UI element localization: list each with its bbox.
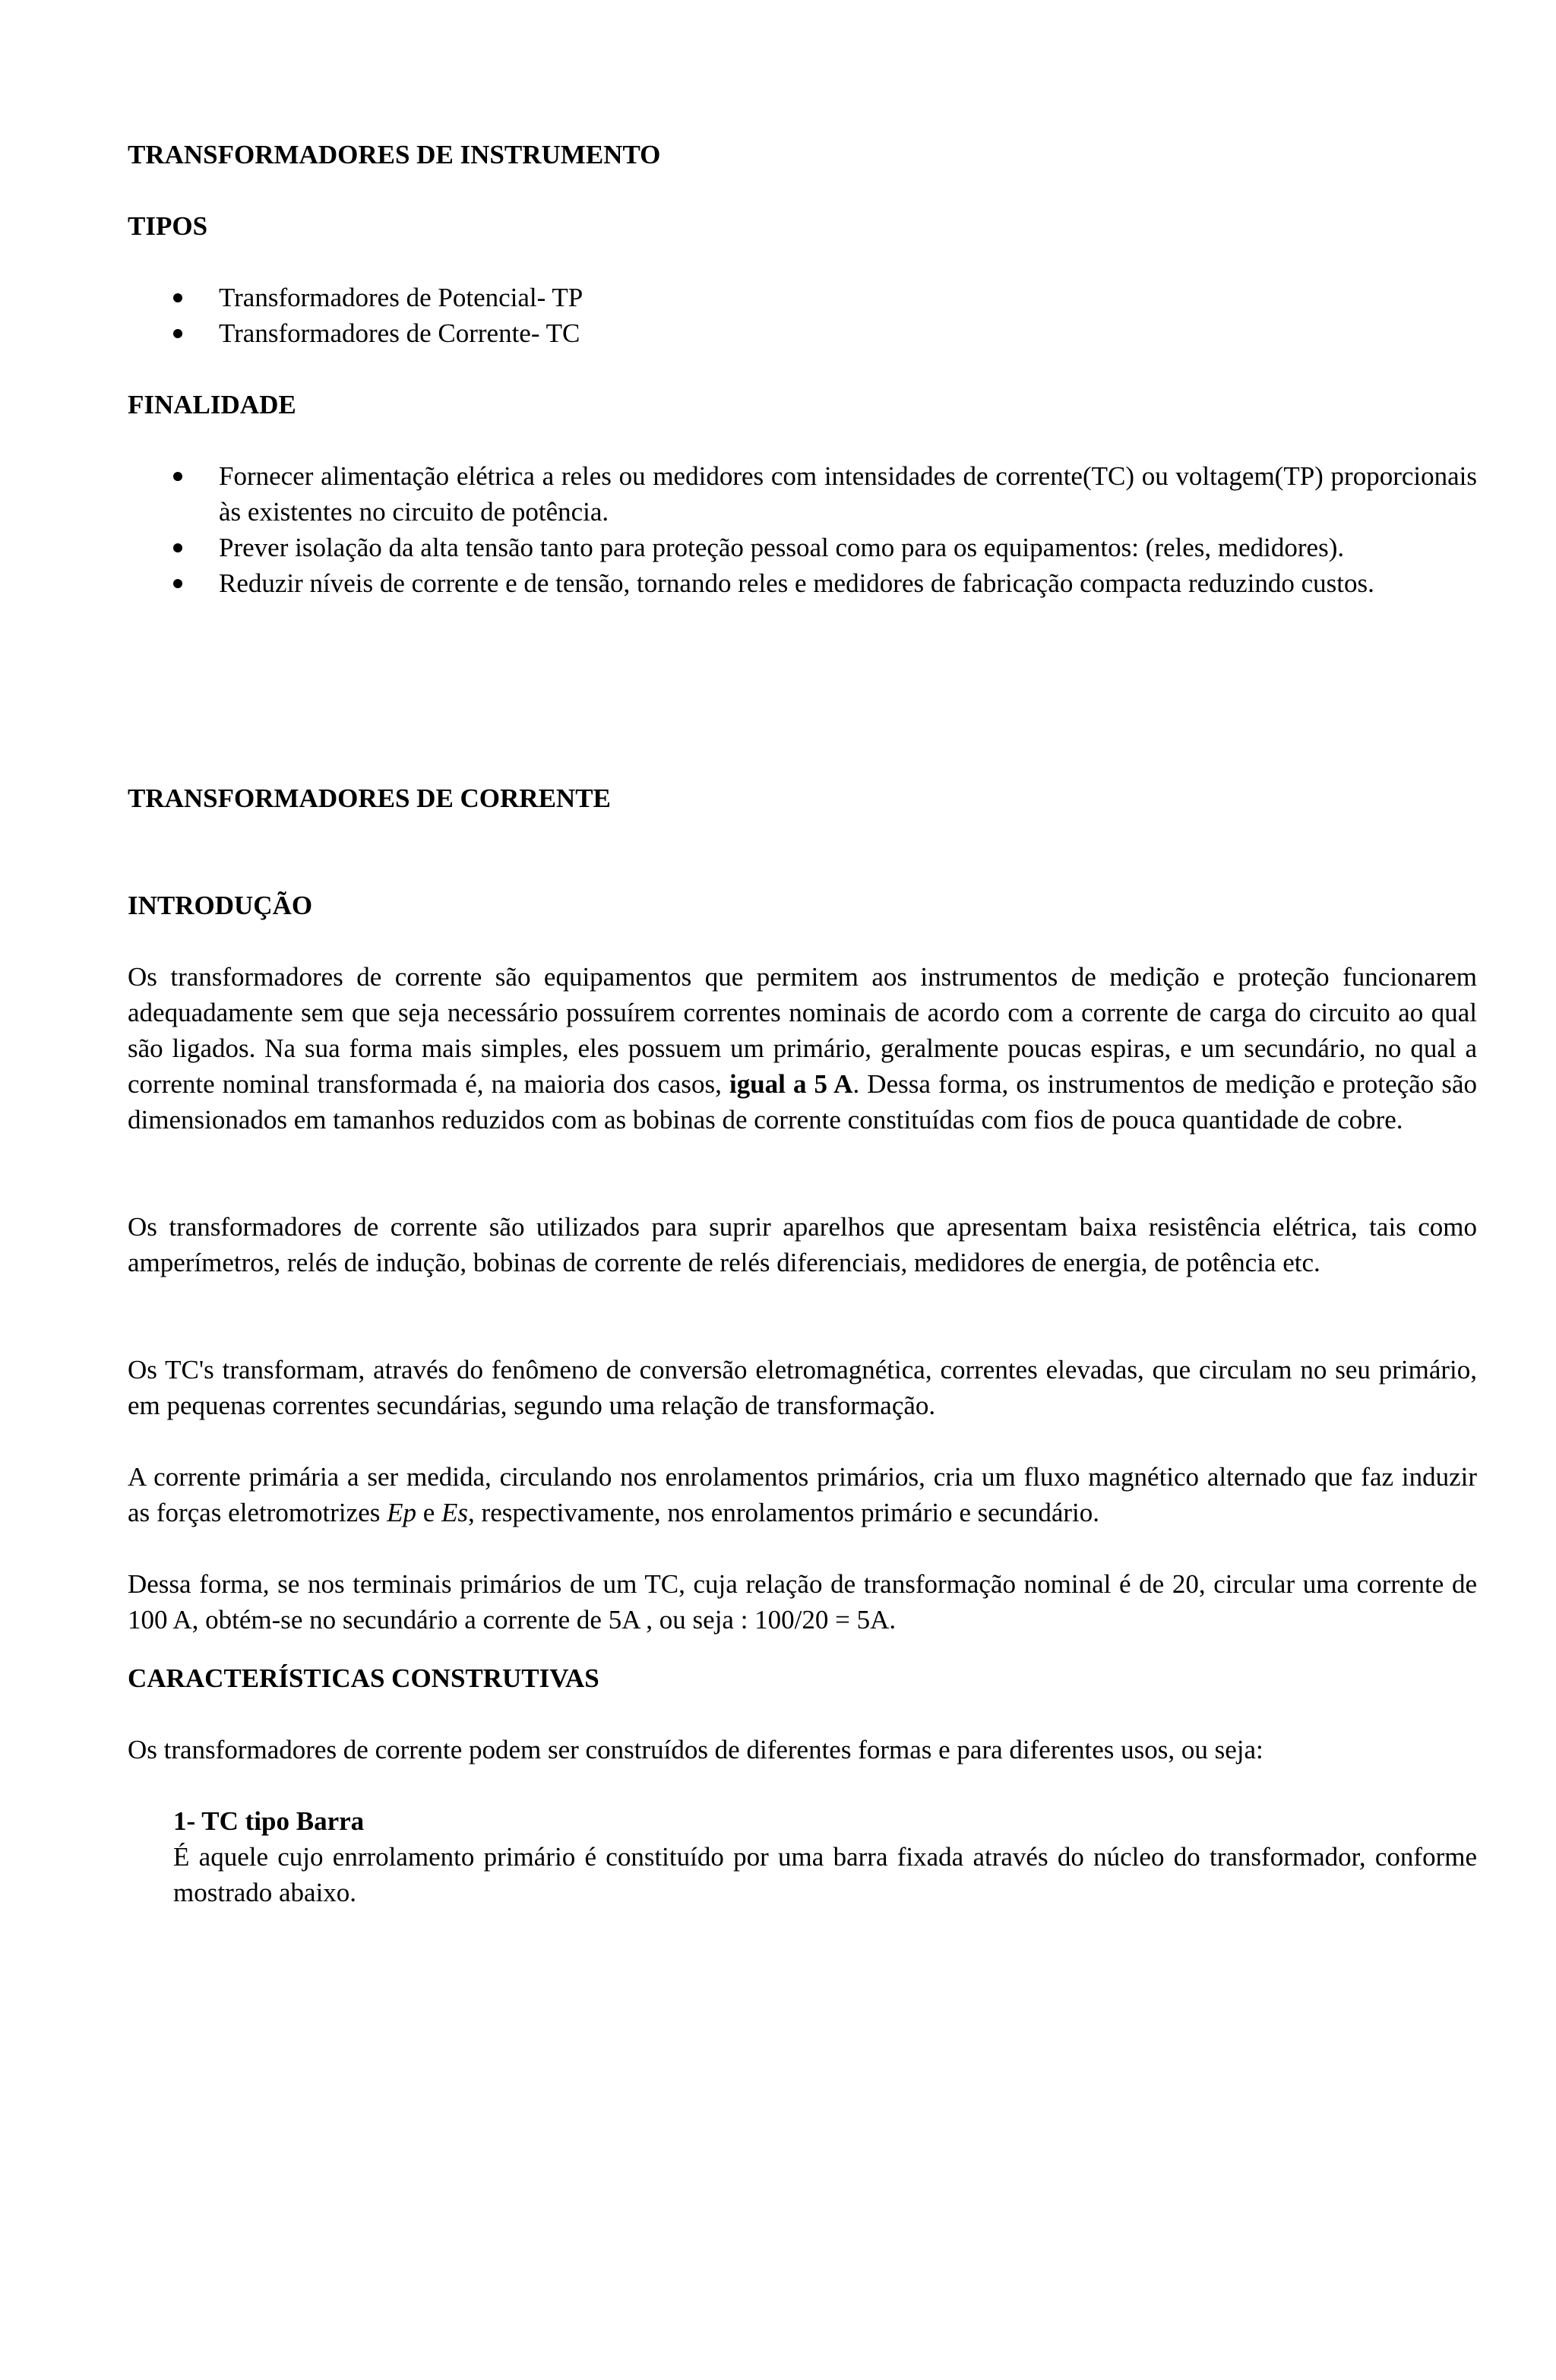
es-symbol: Es — [441, 1498, 469, 1527]
intro-paragraph-2: Os transformadores de corrente são utilizados para suprir aparelhos que apresentam baixa resistência elétrica, tais como amperímetros, relés de indução, bobinas de corrente de relés diferenciais, medidores de energia, de potência etc. — [128, 1212, 1477, 1277]
list-item: Fornecer alimentação elétrica a reles ou medidores com intensidades de corrente(TC) ou voltagem(TP) proporcionais às existentes no circuito de potência. — [128, 458, 1477, 530]
tc-barra-item — [173, 1803, 1477, 1910]
bullet-icon — [173, 579, 182, 588]
introducao-heading: INTRODUÇÃO — [128, 891, 313, 920]
document-title: TRANSFORMADORES DE INSTRUMENTO — [128, 140, 661, 169]
intro-paragraph-3: Os TC's transformam, através do fenômeno de conversão eletromagnética, correntes elevadas, que circulam no seu primário, em pequenas correntes secundárias, segundo uma relação de transformação. — [128, 1355, 1477, 1420]
finalidade-list — [128, 458, 1477, 601]
tc-barra-description: É aquele cujo enrrolamento primário é constituído por uma barra fixada através do núcleo do transformador, conforme mostrado abaixo. — [173, 1842, 1477, 1907]
list-item: Reduzir níveis de corrente e de tensão, tornando reles e medidores de fabricação compacta reduzindo custos. — [128, 565, 1477, 601]
bullet-icon — [173, 293, 182, 302]
ep-symbol: Ep — [387, 1498, 416, 1527]
intro-paragraph-4: A corrente primária a ser medida, circulando nos enrolamentos primários, cria um fluxo magnético alternado que faz induzir as forças eletromotrizes Ep e Es, respectivamente, nos enrolamentos primário e secundário. — [128, 1462, 1477, 1527]
emphasis-text: igual a 5 A — [729, 1069, 853, 1099]
intro-paragraph-1: Os transformadores de corrente são equipamentos que permitem aos instrumentos de medição e proteção funcionarem adequadamente sem que seja necessário possuírem correntes nominais de acordo com a corrente de carga do circuito ao qual são ligados. Na sua forma mais simples, eles possuem um primário, geralmente poucas espiras, e um secundário, no qual a corrente nominal transformada é, na maioria dos casos, igual a 5 A. Dessa forma, os instrumentos de medição e proteção são dimensionados em tamanhos reduzidos com as bobinas de corrente constituídas com fios de pouca quantidade de cobre. — [128, 962, 1477, 1135]
tc-section-heading: TRANSFORMADORES DE CORRENTE — [128, 783, 611, 813]
tc-barra-title: 1- TC tipo Barra — [173, 1806, 365, 1836]
list-item: Transformadores de Corrente- TC — [128, 315, 1477, 351]
caracteristicas-intro: Os transformadores de corrente podem ser construídos de diferentes formas e para diferentes usos, ou seja: — [128, 1735, 1263, 1764]
intro-paragraph-5: Dessa forma, se nos terminais primários de um TC, cuja relação de transformação nominal é de 20, circular uma corrente de 100 A, obtém-se no secundário a corrente de 5A , ou seja : 100/20 = 5A. — [128, 1569, 1477, 1635]
list-item: Prever isolação da alta tensão tanto para proteção pessoal como para os equipamentos: (reles, medidores). — [128, 530, 1477, 565]
tipos-heading: TIPOS — [128, 211, 208, 241]
finalidade-heading: FINALIDADE — [128, 390, 296, 419]
list-item: Transformadores de Potencial- TP — [128, 280, 1477, 315]
bullet-icon — [173, 543, 182, 552]
bullet-icon — [173, 329, 182, 338]
tipos-list — [128, 280, 1477, 351]
bullet-icon — [173, 472, 182, 481]
caracteristicas-heading: CARACTERÍSTICAS CONSTRUTIVAS — [128, 1663, 599, 1693]
